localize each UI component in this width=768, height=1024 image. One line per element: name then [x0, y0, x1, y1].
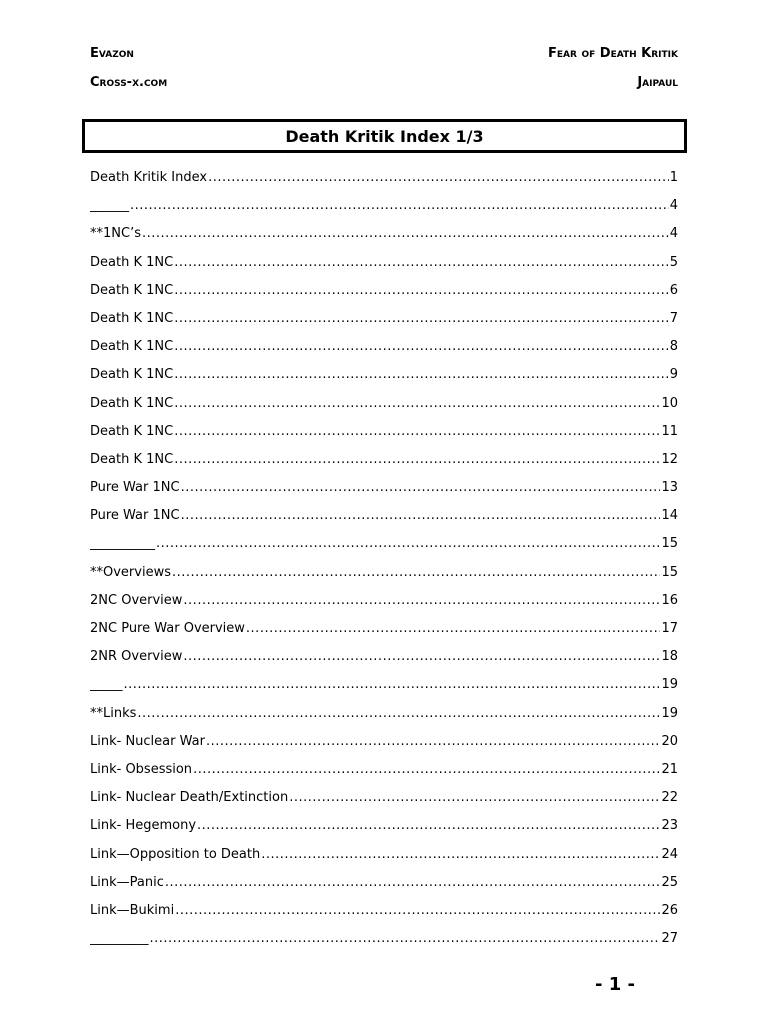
toc-entry[interactable] — [90, 615, 678, 643]
toc-entry-page: 17 — [661, 621, 678, 636]
toc-leader-dots — [181, 502, 661, 530]
toc-entry-page: 14 — [661, 508, 678, 524]
toc-entry-label: Link- Obsession — [90, 761, 193, 777]
toc-entry[interactable] — [90, 474, 678, 502]
toc-leader-dots — [174, 390, 660, 418]
toc-leader-dots — [181, 474, 661, 502]
toc-entry-page: 1 — [669, 170, 678, 185]
header-left — [90, 44, 167, 102]
toc-entry[interactable] — [90, 277, 678, 305]
toc-entry-page: 25 — [661, 874, 678, 890]
toc-entry-label: Death K 1NC — [90, 254, 174, 270]
toc-entry-page: 4 — [669, 198, 678, 214]
header-source: Cross-x.com — [90, 75, 168, 90]
toc-entry-page: 7 — [669, 310, 678, 326]
toc-entry-label: Death K 1NC — [90, 423, 174, 439]
toc-entry-page: 26 — [661, 902, 678, 918]
toc-leader-dots — [172, 559, 660, 587]
toc-entry[interactable] — [90, 305, 678, 333]
toc-leader-dots — [289, 784, 660, 812]
toc-entry-page: 15 — [661, 536, 678, 552]
toc-entry-label: Death K 1NC — [90, 367, 174, 383]
toc-entry[interactable] — [90, 812, 678, 840]
toc-entry-label: **Links — [90, 705, 137, 721]
toc-entry-page: 12 — [661, 451, 678, 467]
toc-leader-dots — [261, 841, 660, 869]
toc-leader-dots — [174, 277, 669, 305]
toc-entry[interactable] — [90, 784, 678, 812]
toc-entry-label: ______ — [90, 198, 129, 214]
table-of-contents — [90, 164, 678, 953]
toc-entry[interactable] — [90, 559, 678, 587]
toc-leader-dots — [165, 869, 661, 897]
toc-entry-page: 5 — [669, 254, 678, 270]
toc-entry[interactable] — [90, 925, 678, 953]
toc-entry-page: 10 — [661, 395, 678, 411]
toc-entry[interactable] — [90, 418, 678, 446]
toc-entry-page: 22 — [661, 790, 678, 806]
toc-entry-label: Link- Hegemony — [90, 818, 197, 834]
toc-entry-label: 2NC Overview — [90, 592, 183, 608]
toc-leader-dots — [174, 361, 669, 389]
header-author: Evazon — [90, 46, 134, 61]
toc-entry[interactable] — [90, 841, 678, 869]
header-right — [548, 44, 678, 102]
toc-entry-label: 2NR Overview — [90, 649, 183, 665]
toc-entry[interactable] — [90, 220, 678, 248]
toc-leader-dots — [175, 897, 660, 925]
toc-entry-page: 20 — [661, 733, 678, 749]
toc-entry-page: 13 — [661, 480, 678, 496]
toc-entry-label: Link—Opposition to Death — [90, 846, 261, 862]
toc-entry-label: _________ — [90, 931, 149, 947]
toc-entry-label: 2NC Pure War Overview — [90, 621, 245, 636]
toc-entry[interactable] — [90, 671, 678, 699]
toc-entry-page: 11 — [661, 423, 678, 439]
toc-leader-dots — [208, 164, 669, 192]
toc-entry-label: Death K 1NC — [90, 451, 174, 467]
toc-leader-dots — [124, 671, 661, 699]
toc-entry-page: 8 — [669, 339, 678, 355]
toc-leader-dots — [150, 925, 661, 953]
toc-entry[interactable] — [90, 390, 678, 418]
page-number: - 1 - — [595, 974, 635, 995]
toc-entry[interactable] — [90, 897, 678, 925]
toc-entry[interactable] — [90, 333, 678, 361]
toc-entry-label: Link—Panic — [90, 874, 164, 890]
toc-entry-page: 15 — [661, 564, 678, 580]
toc-leader-dots — [174, 333, 669, 361]
toc-entry[interactable] — [90, 756, 678, 784]
header-file-title: Fear of Death Kritik — [548, 46, 678, 61]
toc-entry-page: 19 — [661, 705, 678, 721]
toc-leader-dots — [156, 530, 660, 558]
header-lab: Jaipaul — [637, 75, 678, 90]
toc-entry[interactable] — [90, 361, 678, 389]
toc-entry[interactable] — [90, 700, 678, 728]
toc-entry-label: Death Kritik Index — [90, 170, 208, 185]
toc-leader-dots — [197, 812, 660, 840]
toc-entry[interactable] — [90, 164, 678, 192]
toc-entry-label: Link- Nuclear Death/Extinction — [90, 790, 289, 806]
toc-entry-label: Pure War 1NC — [90, 508, 180, 524]
toc-leader-dots — [206, 728, 661, 756]
toc-entry-label: **Overviews — [90, 564, 171, 580]
toc-entry-page: 27 — [661, 931, 678, 947]
toc-leader-dots — [137, 700, 660, 728]
toc-leader-dots — [174, 305, 669, 333]
toc-leader-dots — [193, 756, 660, 784]
toc-entry-page: 21 — [661, 761, 678, 777]
toc-entry[interactable] — [90, 249, 678, 277]
toc-leader-dots — [142, 220, 669, 248]
toc-entry[interactable] — [90, 446, 678, 474]
toc-entry[interactable] — [90, 192, 678, 220]
toc-entry[interactable] — [90, 728, 678, 756]
toc-entry-page: 19 — [661, 677, 678, 693]
toc-entry-page: 23 — [661, 818, 678, 834]
toc-leader-dots — [174, 418, 660, 446]
toc-leader-dots — [174, 446, 660, 474]
toc-leader-dots — [183, 587, 660, 615]
toc-entry-page: 4 — [669, 226, 678, 242]
toc-entry[interactable] — [90, 587, 678, 615]
toc-entry-label: Pure War 1NC — [90, 480, 180, 496]
toc-entry-page: 6 — [669, 282, 678, 298]
toc-entry-page: 9 — [669, 367, 678, 383]
toc-entry-label: __________ — [90, 536, 155, 552]
toc-leader-dots — [130, 192, 669, 220]
toc-entry[interactable] — [90, 530, 678, 558]
toc-entry-label: _____ — [90, 677, 123, 693]
toc-leader-dots — [174, 249, 669, 277]
toc-entry[interactable] — [90, 502, 678, 530]
toc-leader-dots — [246, 615, 661, 643]
toc-entry-label: Death K 1NC — [90, 395, 174, 411]
toc-entry-page: 16 — [661, 592, 678, 608]
toc-entry-page: 24 — [661, 846, 678, 862]
toc-entry-label: Death K 1NC — [90, 310, 174, 326]
toc-entry[interactable] — [90, 643, 678, 671]
toc-leader-dots — [183, 643, 660, 671]
toc-entry-label: **1NC’s — [90, 226, 141, 242]
toc-entry[interactable] — [90, 869, 678, 897]
toc-entry-label: Death K 1NC — [90, 339, 174, 355]
index-title: Death Kritik Index 1/3 — [82, 119, 687, 153]
toc-entry-label: Link—Bukimi — [90, 902, 175, 918]
toc-entry-label: Link- Nuclear War — [90, 733, 205, 749]
toc-entry-label: Death K 1NC — [90, 282, 174, 298]
toc-entry-page: 18 — [661, 649, 678, 665]
